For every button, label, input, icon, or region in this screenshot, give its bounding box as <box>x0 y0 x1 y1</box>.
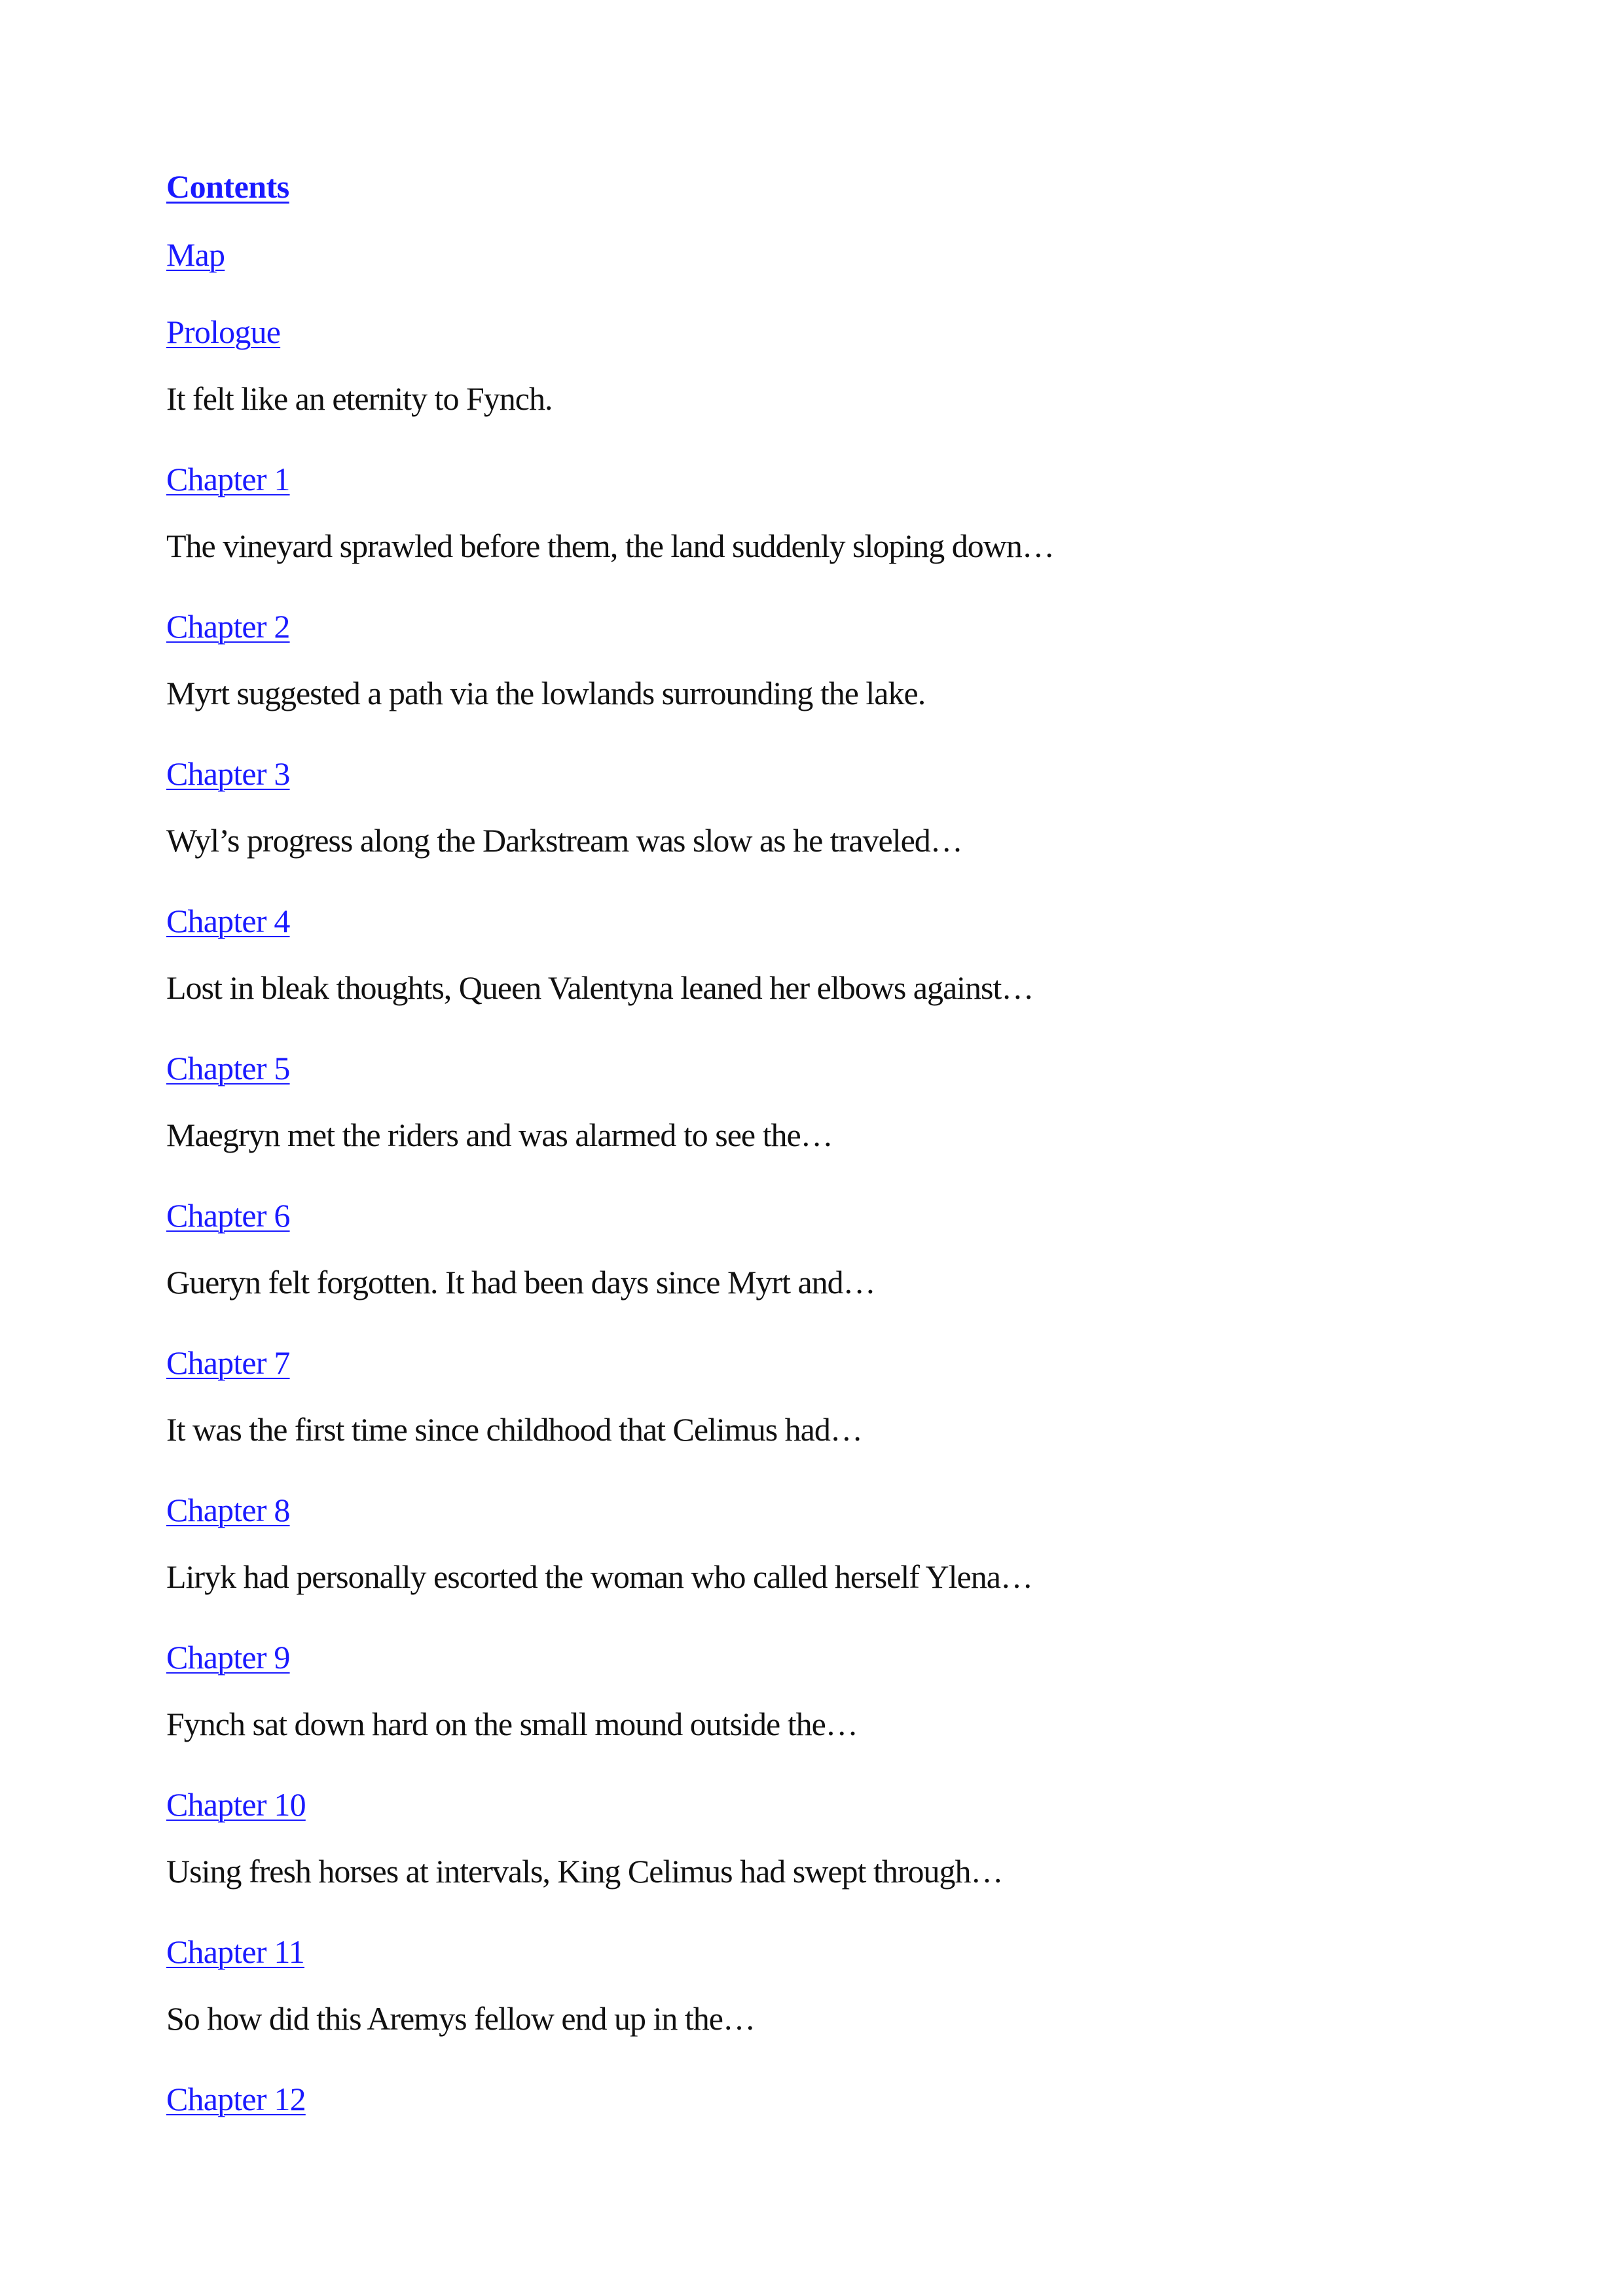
toc-excerpt-chapter-9: Fynch sat down hard on the small mound outside the… <box>166 1706 858 1742</box>
toc-link-chapter-11[interactable]: Chapter 11 <box>166 1933 304 1970</box>
toc-link-chapter-2[interactable]: Chapter 2 <box>166 608 290 645</box>
toc-excerpt-chapter-10: Using fresh horses at intervals, King Celimus had swept through… <box>166 1853 1003 1890</box>
toc-excerpt-chapter-8: Liryk had personally escorted the woman who called herself Ylena… <box>166 1558 1032 1595</box>
toc-link-map[interactable]: Map <box>166 236 225 273</box>
toc-link-chapter-9[interactable]: Chapter 9 <box>166 1639 290 1676</box>
toc-excerpt-chapter-2: Myrt suggested a path via the lowlands surrounding the lake. <box>166 675 926 711</box>
toc-link-chapter-7[interactable]: Chapter 7 <box>166 1344 290 1381</box>
toc-excerpt-chapter-7: It was the first time since childhood that Celimus had… <box>166 1411 862 1448</box>
toc-link-chapter-4[interactable]: Chapter 4 <box>166 903 290 939</box>
toc-link-chapter-10[interactable]: Chapter 10 <box>166 1786 306 1823</box>
toc-excerpt-chapter-3: Wyl’s progress along the Darkstream was slow as he traveled… <box>166 822 962 859</box>
toc-excerpt-chapter-1: The vineyard sprawled before them, the land suddenly sloping down… <box>166 528 1054 564</box>
toc-excerpt-chapter-4: Lost in bleak thoughts, Queen Valentyna leaned her elbows against… <box>166 969 1034 1006</box>
toc-excerpt-chapter-5: Maegryn met the riders and was alarmed to see the… <box>166 1117 833 1153</box>
toc-link-chapter-12[interactable]: Chapter 12 <box>166 2081 306 2117</box>
toc-link-chapter-1[interactable]: Chapter 1 <box>166 461 290 497</box>
toc-excerpt-chapter-11: So how did this Aremys fellow end up in the… <box>166 2000 755 2037</box>
toc-link-chapter-6[interactable]: Chapter 6 <box>166 1197 290 1234</box>
toc-excerpt-chapter-6: Gueryn felt forgotten. It had been days since Myrt and… <box>166 1264 875 1300</box>
toc-link-chapter-8[interactable]: Chapter 8 <box>166 1492 290 1528</box>
contents-heading-link[interactable]: Contents <box>166 168 289 205</box>
toc-excerpt-prologue: It felt like an eternity to Fynch. <box>166 380 553 417</box>
toc-link-chapter-5[interactable]: Chapter 5 <box>166 1050 290 1086</box>
toc-link-prologue[interactable]: Prologue <box>166 314 281 350</box>
toc-link-chapter-3[interactable]: Chapter 3 <box>166 755 290 792</box>
table-of-contents <box>166 167 1476 2146</box>
